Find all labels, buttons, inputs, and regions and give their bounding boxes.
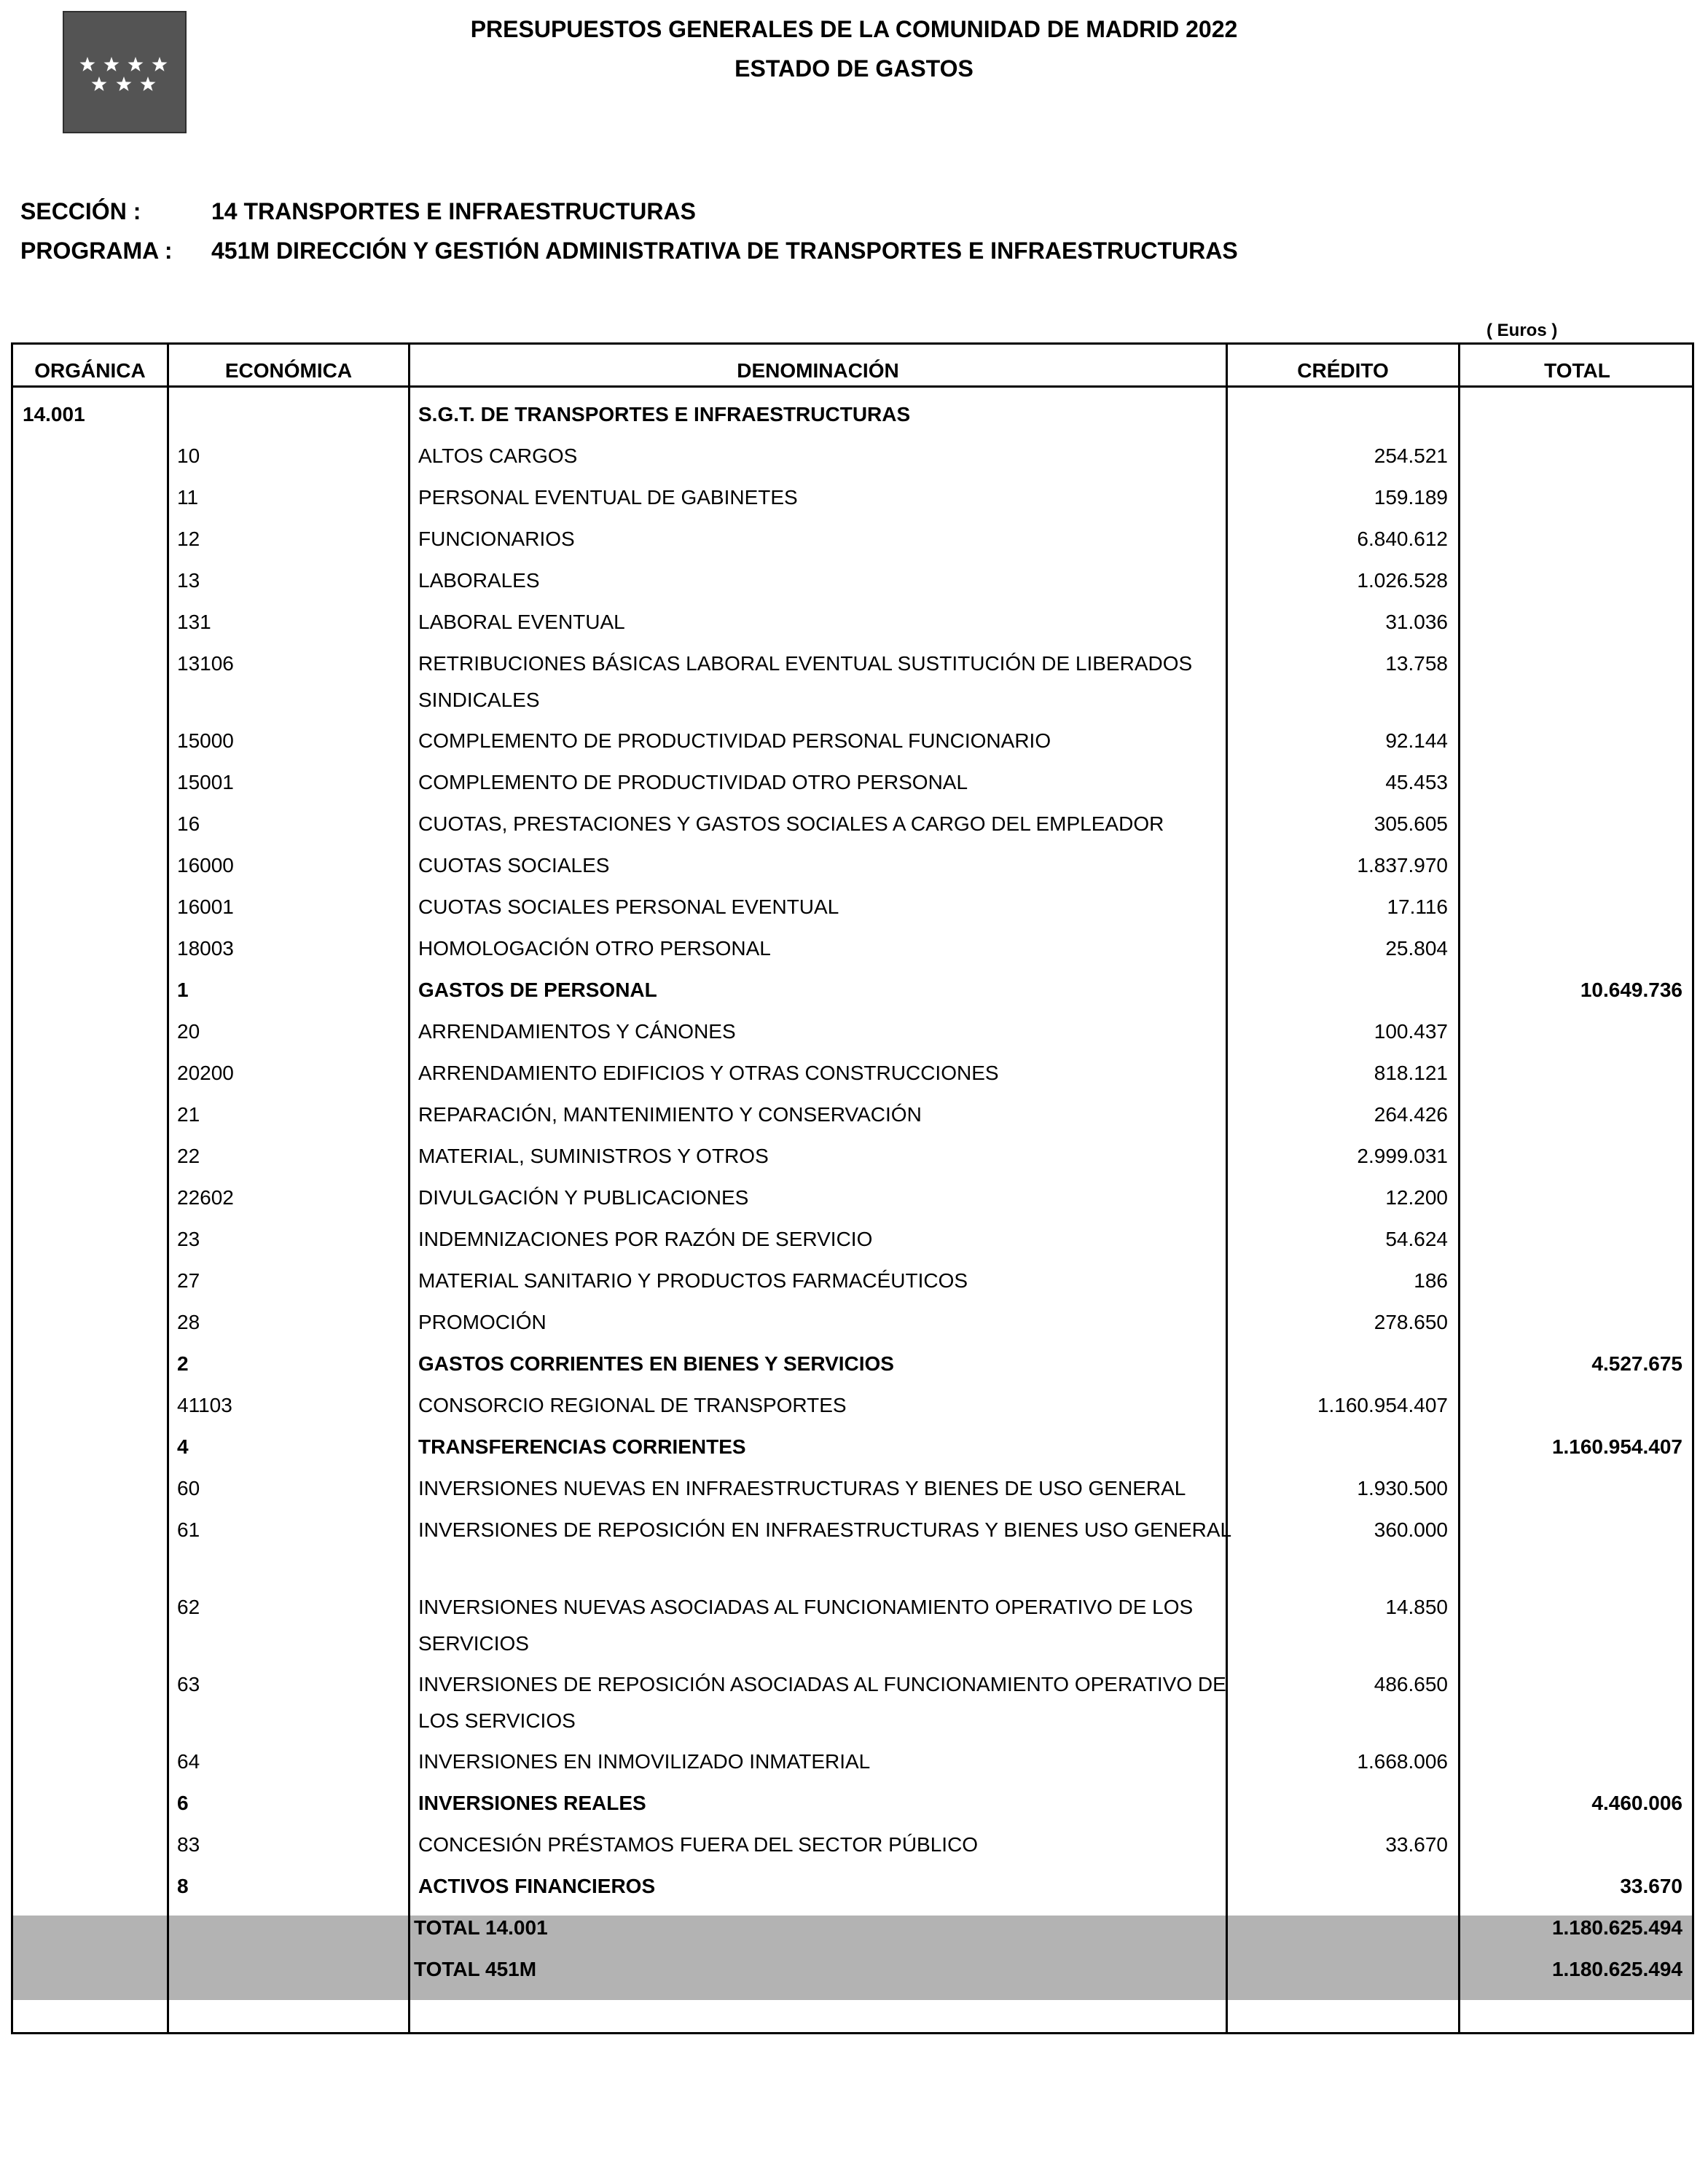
cell-credito: 45.453 (1385, 771, 1448, 793)
cell-denominacion: PERSONAL EVENTUAL DE GABINETES (418, 486, 798, 509)
column-divider (1458, 345, 1460, 2032)
cell-economica: 12 (177, 528, 200, 550)
cell-denominacion: COMPLEMENTO DE PRODUCTIVIDAD PERSONAL FUNCIONARIO (418, 729, 1051, 752)
cell-credito: 1.160.954.407 (1317, 1394, 1448, 1416)
cell-economica: 62 (177, 1596, 200, 1618)
cell-economica: 15001 (177, 771, 234, 793)
cell-denominacion: ALTOS CARGOS (418, 444, 578, 467)
cell-denominacion: LABORALES (418, 569, 540, 592)
cell-economica: 27 (177, 1269, 200, 1292)
cell-denominacion: DIVULGACIÓN Y PUBLICACIONES (418, 1186, 749, 1209)
cell-denominacion: TOTAL 451M (414, 1958, 537, 1980)
cell-economica: 10 (177, 444, 200, 467)
cell-denominacion: CUOTAS SOCIALES (418, 854, 610, 877)
cell-credito: 278.650 (1374, 1311, 1448, 1333)
cell-economica: 28 (177, 1311, 200, 1333)
cell-economica: 21 (177, 1103, 200, 1126)
cell-credito: 14.850 (1385, 1596, 1448, 1618)
cell-credito: 1.026.528 (1357, 569, 1448, 592)
cell-economica: 16001 (177, 895, 234, 918)
cell-credito: 33.670 (1385, 1833, 1448, 1856)
cell-economica: 18003 (177, 937, 234, 960)
cell-denominacion: INVERSIONES DE REPOSICIÓN EN INFRAESTRUCTURAS Y BIENES USO GENERAL (418, 1518, 1232, 1541)
programa-value: 451M DIRECCIÓN Y GESTIÓN ADMINISTRATIVA DE TRANSPORTES E INFRAESTRUCTURAS (211, 238, 1238, 264)
cell-economica: 20 (177, 1020, 200, 1043)
cell-total: 33.670 (1620, 1875, 1682, 1897)
cell-economica: 8 (177, 1875, 189, 1897)
cell-economica: 61 (177, 1518, 200, 1541)
document-subtitle: ESTADO DE GASTOS (734, 55, 974, 82)
unit-label: ( Euros ) (1486, 321, 1558, 340)
cell-denominacion: INVERSIONES REALES (418, 1792, 646, 1814)
cell-total: 10.649.736 (1580, 979, 1682, 1001)
cell-credito: 13.758 (1385, 652, 1448, 675)
cell-denominacion: COMPLEMENTO DE PRODUCTIVIDAD OTRO PERSONAL (418, 771, 968, 793)
cell-credito: 25.804 (1385, 937, 1448, 960)
cell-total: 4.460.006 (1591, 1792, 1682, 1814)
cell-total: 1.180.625.494 (1551, 1916, 1682, 1939)
cell-credito: 92.144 (1385, 729, 1448, 752)
seccion-line (20, 198, 696, 225)
cell-credito: 1.837.970 (1357, 854, 1448, 877)
cell-economica: 63 (177, 1673, 200, 1695)
cell-denominacion: INVERSIONES NUEVAS EN INFRAESTRUCTURAS Y BIENES DE USO GENERAL (418, 1477, 1186, 1499)
cell-credito: 360.000 (1374, 1518, 1448, 1541)
cell-credito: 54.624 (1385, 1228, 1448, 1250)
cell-economica: 83 (177, 1833, 200, 1856)
programa-label: PROGRAMA : (20, 238, 173, 264)
cell-denominacion: ARRENDAMIENTOS Y CÁNONES (418, 1020, 736, 1043)
cell-credito: 159.189 (1374, 486, 1448, 509)
cell-denominacion: ACTIVOS FINANCIEROS (418, 1875, 656, 1897)
cell-economica: 13 (177, 569, 200, 592)
cell-denominacion: REPARACIÓN, MANTENIMIENTO Y CONSERVACIÓN (418, 1103, 922, 1126)
cell-denominacion: INDEMNIZACIONES POR RAZÓN DE SERVICIO (418, 1228, 873, 1250)
column-header-credito: CRÉDITO (1297, 359, 1389, 382)
cell-economica: 1 (177, 979, 189, 1001)
column-divider (408, 345, 410, 2032)
seccion-value: 14 TRANSPORTES E INFRAESTRUCTURAS (211, 198, 696, 224)
cell-economica: 41103 (177, 1394, 232, 1416)
cell-economica: 11 (177, 486, 199, 509)
column-divider (167, 345, 169, 2032)
cell-denominacion: GASTOS DE PERSONAL (418, 979, 657, 1001)
header-divider (13, 385, 1692, 388)
cell-economica: 15000 (177, 729, 234, 752)
cell-economica: 22602 (177, 1186, 234, 1209)
cell-denominacion: CUOTAS SOCIALES PERSONAL EVENTUAL (418, 895, 839, 918)
column-header-total: TOTAL (1544, 359, 1610, 382)
cell-credito: 486.650 (1374, 1673, 1448, 1695)
cell-credito: 1.930.500 (1357, 1477, 1448, 1499)
cell-denominacion: ARRENDAMIENTO EDIFICIOS Y OTRAS CONSTRUCCIONES (418, 1062, 999, 1084)
cell-credito: 186 (1414, 1269, 1448, 1292)
cell-credito: 305.605 (1374, 812, 1448, 835)
cell-denominacion: CONCESIÓN PRÉSTAMOS FUERA DEL SECTOR PÚBLICO (418, 1833, 979, 1856)
cell-economica: 60 (177, 1477, 200, 1499)
cell-credito: 254.521 (1374, 444, 1448, 467)
cell-denominacion: FUNCIONARIOS (418, 528, 575, 550)
cell-economica: 23 (177, 1228, 200, 1250)
cell-credito: 1.668.006 (1357, 1750, 1448, 1773)
cell-economica: 2 (177, 1352, 189, 1375)
cell-denominacion: HOMOLOGACIÓN OTRO PERSONAL (418, 937, 771, 960)
cell-total: 1.180.625.494 (1551, 1958, 1682, 1980)
cell-total: 4.527.675 (1591, 1352, 1682, 1375)
cell-credito: 818.121 (1374, 1062, 1448, 1084)
cell-credito: 2.999.031 (1357, 1145, 1448, 1167)
cell-credito: 12.200 (1385, 1186, 1448, 1209)
cell-denominacion: INVERSIONES NUEVAS ASOCIADAS AL FUNCIONAMIENTO OPERATIVO DE LOS SERVICIOS (418, 1596, 1194, 1655)
cell-denominacion: TOTAL 14.001 (414, 1916, 548, 1939)
programa-line (20, 238, 1238, 264)
cell-economica: 22 (177, 1145, 200, 1167)
cell-credito: 100.437 (1374, 1020, 1448, 1043)
cell-organica: 14.001 (23, 403, 85, 426)
cell-denominacion: GASTOS CORRIENTES EN BIENES Y SERVICIOS (418, 1352, 894, 1375)
seccion-label: SECCIÓN : (20, 198, 141, 224)
cell-credito: 31.036 (1385, 611, 1448, 633)
cell-denominacion: INVERSIONES EN INMOVILIZADO INMATERIAL (418, 1750, 871, 1773)
cell-denominacion: LABORAL EVENTUAL (418, 611, 625, 633)
cell-economica: 20200 (177, 1062, 234, 1084)
cell-credito: 17.116 (1387, 895, 1448, 918)
cell-denominacion: CUOTAS, PRESTACIONES Y GASTOS SOCIALES A CARGO DEL EMPLEADOR (418, 812, 1164, 835)
column-header-economica: ECONÓMICA (224, 359, 353, 382)
cell-credito: 264.426 (1374, 1103, 1448, 1126)
cell-denominacion: INVERSIONES DE REPOSICIÓN ASOCIADAS AL FUNCIONAMIENTO OPERATIVO DE LOS SERVICIOS (418, 1673, 1226, 1732)
cell-denominacion: MATERIAL SANITARIO Y PRODUCTOS FARMACÉUTICOS (418, 1269, 968, 1292)
cell-denominacion: MATERIAL, SUMINISTROS Y OTROS (418, 1145, 769, 1167)
column-header-denominacion: DENOMINACIÓN (737, 359, 899, 382)
cell-economica: 64 (177, 1750, 200, 1773)
cell-denominacion: TRANSFERENCIAS CORRIENTES (418, 1435, 746, 1458)
cell-denominacion: RETRIBUCIONES BÁSICAS LABORAL EVENTUAL SUSTITUCIÓN DE LIBERADOS SINDICALES (418, 652, 1193, 711)
cell-economica: 6 (177, 1792, 189, 1814)
cell-economica: 16 (177, 812, 200, 835)
cell-total: 1.160.954.407 (1551, 1435, 1682, 1458)
cell-denominacion: CONSORCIO REGIONAL DE TRANSPORTES (418, 1394, 847, 1416)
column-header-organica: ORGÁNICA (34, 359, 146, 382)
document-title: PRESUPUESTOS GENERALES DE LA COMUNIDAD DE MADRID 2022 (470, 16, 1238, 42)
cell-denominacion: PROMOCIÓN (418, 1311, 547, 1333)
cell-economica: 131 (177, 611, 211, 633)
cell-denominacion: S.G.T. DE TRANSPORTES E INFRAESTRUCTURAS (418, 403, 911, 426)
cell-economica: 13106 (177, 652, 234, 675)
cell-economica: 4 (177, 1435, 189, 1458)
budget-table (11, 342, 1694, 2034)
cell-credito: 6.840.612 (1357, 528, 1448, 550)
cell-economica: 16000 (177, 854, 234, 877)
